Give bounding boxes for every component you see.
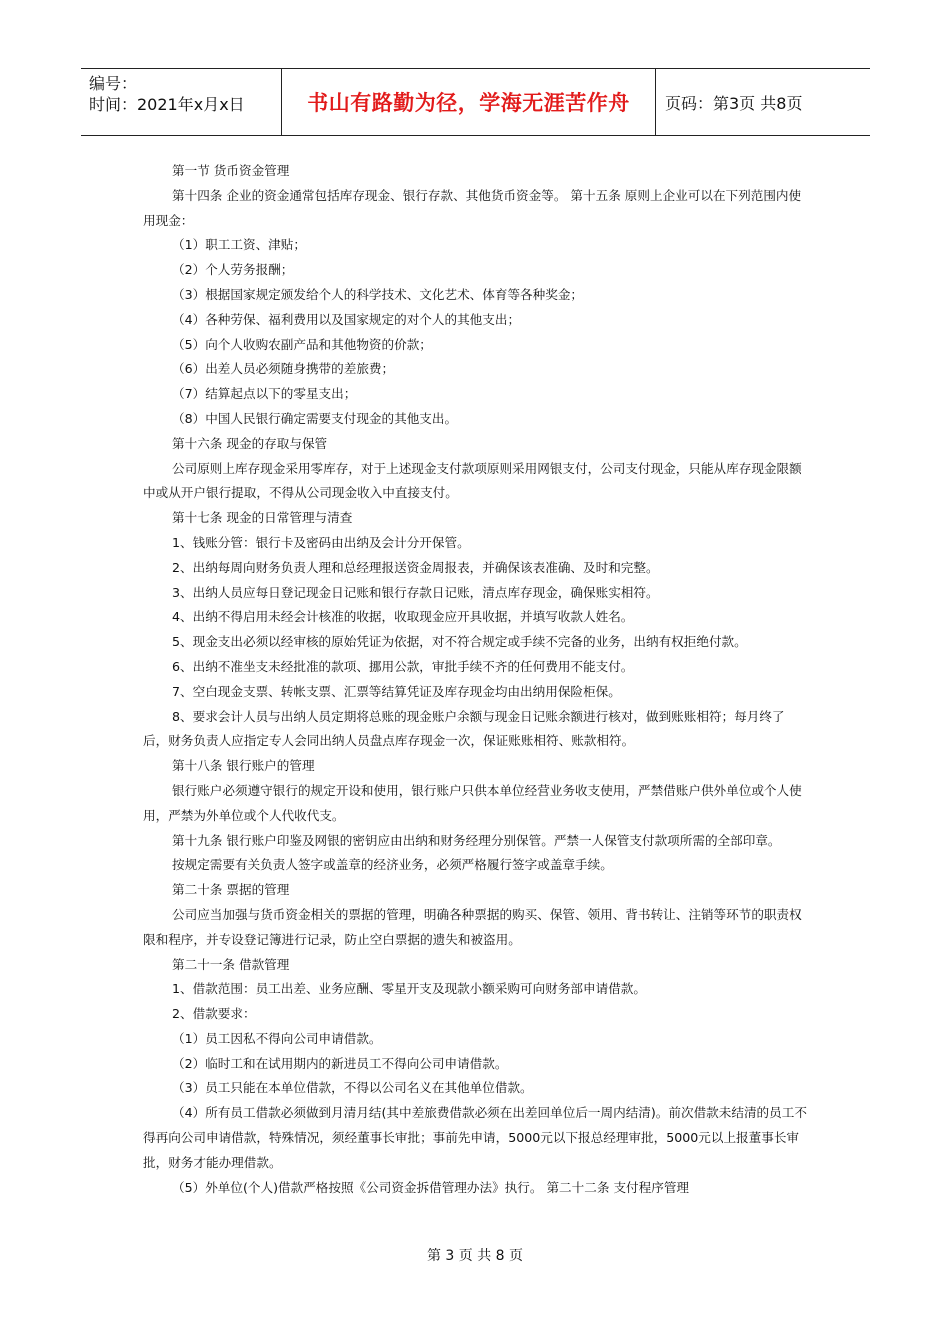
paragraph: 第十四条 企业的资金通常包括库存现金、银行存款、其他货币资金等。 第十五条 原则上企业可以在下列范围内使用现金： [143,187,802,228]
paragraph: （1）员工因私不得向公司申请借款。 [172,1030,382,1046]
paragraph: 1、借款范围：员工出差、业务应酬、零星开支及现款小额采购可向财务部申请借款。 [172,981,646,997]
paragraph: 第二十条 票据的管理 [172,882,290,898]
paragraph: 按规定需要有关负责人签字或盖章的经济业务，必须严格履行签字或盖章手续。 [172,857,613,873]
paragraph: 第十九条 银行账户印鉴及网银的密钥应由出纳和财务经理分别保管。严禁一人保管支付款项所需的全部印章。 [172,832,781,848]
paragraph: 第十七条 现金的日常管理与清查 [172,510,353,526]
paragraph: （4）所有员工借款必须做到月清月结(其中差旅费借款必须在出差回单位后一周内结清)。前次借款未结清的员工不得再向公司申请借款，特殊情况，须经董事长审批；事前先申请，5000元以下报总经理审批，5000元以上报董事长审批，财务才能办理借款。 [143,1105,807,1170]
paragraph: 2、出纳每周向财务负责人理和总经理报送资金周报表，并确保该表准确、及时和完整。 [172,559,659,575]
paragraph: （6）出差人员必须随身携带的差旅费； [172,361,395,377]
paragraph: 第十六条 现金的存取与保管 [172,435,328,451]
paragraph: （7）结算起点以下的零星支出； [172,386,357,402]
paragraph: 第二十一条 借款管理 [172,956,290,972]
paragraph: （3）根据国家规定颁发给个人的科学技术、文化艺术、体育等各种奖金； [172,286,584,302]
paragraph: （1）职工工资、津贴； [172,237,306,253]
paragraph: 6、出纳不准坐支未经批准的款项、挪用公款，审批手续不齐的任何费用不能支付。 [172,658,634,674]
paragraph: （2）临时工和在试用期内的新进员工不得向公司申请借款。 [172,1055,508,1071]
paragraph: 2、借款要求： [172,1006,256,1022]
document-body [143,159,809,1200]
paragraph: 第一节 货币资金管理 [172,163,290,178]
paragraph: 5、现金支出必须以经审核的原始凭证为依据，对不符合规定或手续不完备的业务，出纳有权拒绝付款。 [172,634,747,650]
header-page-label: 页码：第3页 共8页 [665,93,803,113]
paragraph: 第十八条 银行账户的管理 [172,758,315,774]
paragraph: （5）外单位(个人)借款严格按照《公司资金拆借管理办法》执行。 第二十二条 支付程序管理 [172,1179,690,1195]
paragraph: （5）向个人收购农副产品和其他物资的价款； [172,336,432,352]
number-label: 编号： [89,74,138,93]
paragraph: （8）中国人民银行确定需要支付现金的其他支出。 [172,410,458,426]
page-footer: 第 3 页 共 8 页 [426,1248,524,1264]
paragraph: 公司原则上库存现金采用零库存，对于上述现金支付款项原则采用网银支付，公司支付现金，只能从库存现金限额中或从开户银行提取，不得从公司现金收入中直接支付。 [143,460,802,501]
header-meta [81,69,282,135]
paragraph: 1、钱账分管：银行卡及密码由出纳及会计分开保管。 [172,534,470,550]
paragraph: （2）个人劳务报酬； [172,262,294,278]
paragraph: 公司应当加强与货币资金相关的票据的管理，明确各种票据的购买、保管、领用、背书转让、注销等环节的职责权限和程序，并专设登记簿进行记录，防止空白票据的遗失和被盗用。 [143,906,802,947]
header-motto: 书山有路勤为径，学海无涯苦作舟 [282,69,656,135]
paragraph: 银行账户必须遵守银行的规定开设和使用，银行账户只供本单位经营业务收支使用，严禁借账户供外单位或个人使用，严禁为外单位或个人代收代支。 [143,782,802,823]
page-header [81,68,870,136]
paragraph: （3）员工只能在本单位借款，不得以公司名义在其他单位借款。 [172,1080,533,1096]
time-label: 时间：2021年x月x日 [89,95,245,114]
paragraph: 4、出纳不得启用未经会计核准的收据，收取现金应开具收据，并填写收款人姓名。 [172,609,634,625]
paragraph: （4）各种劳保、福利费用以及国家规定的对个人的其他支出； [172,311,521,327]
paragraph: 7、空白现金支票、转帐支票、汇票等结算凭证及库存现金均由出纳用保险柜保。 [172,683,621,699]
paragraph: 3、出纳人员应每日登记现金日记账和银行存款日记账，清点库存现金，确保账实相符。 [172,584,659,600]
paragraph: 8、要求会计人员与出纳人员定期将总账的现金账户余额与现金日记账余额进行核对，做到账账相符；每月终了后，财务负责人应指定专人会同出纳人员盘点库存现金一次，保证账账相符、账款相符。 [143,708,785,749]
